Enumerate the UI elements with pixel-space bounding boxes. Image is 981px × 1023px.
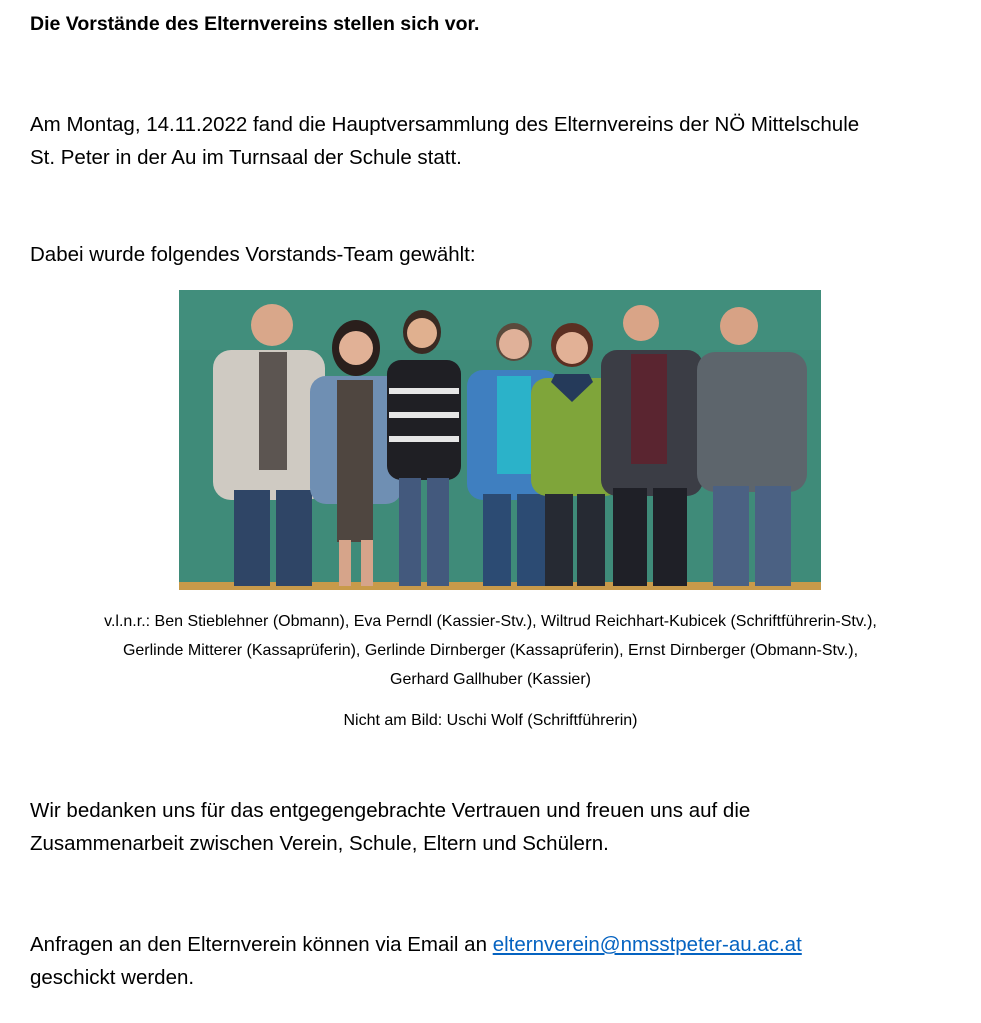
thanks-paragraph: [30, 794, 970, 860]
email-link[interactable]: elternverein@nmsstpeter-au.ac.at: [492, 933, 802, 956]
caption-line-2: Gerlinde Mitterer (Kassaprüferin), Gerlinde Dirnberger (Kassaprüferin), Ernst Dirnberger (Obmann-Stv.),: [122, 642, 859, 659]
not-pictured-note: Nicht am Bild: Uschi Wolf (Schriftführerin): [343, 712, 638, 729]
team-elected-paragraph: Dabei wurde folgendes Vorstands-Team gewählt:: [30, 243, 476, 266]
thanks-line-1: Wir bedanken uns für das entgegengebrachte Vertrauen und freuen uns auf die: [30, 799, 751, 822]
contact-paragraph: [30, 928, 970, 994]
thanks-line-2: Zusammenarbeit zwischen Verein, Schule, Eltern und Schülern.: [30, 832, 609, 855]
group-photo: [179, 290, 821, 590]
document-heading: Die Vorstände des Elternvereins stellen sich vor.: [30, 13, 480, 35]
contact-line-2: geschickt werden.: [30, 966, 195, 989]
photo-caption: [0, 607, 981, 694]
group-photo-illustration: [179, 290, 821, 590]
intro-paragraph: [30, 108, 970, 174]
intro-line-2: St. Peter in der Au im Turnsaal der Schule statt.: [30, 146, 462, 169]
contact-line-1: [30, 928, 970, 961]
intro-line-1: Am Montag, 14.11.2022 fand die Hauptversammlung des Elternvereins der NÖ Mittelschule: [30, 113, 860, 136]
caption-line-3: Gerhard Gallhuber (Kassier): [390, 671, 591, 688]
contact-prefix: Anfragen an den Elternverein können via Email an: [30, 933, 493, 956]
caption-line-1: v.l.n.r.: Ben Stieblehner (Obmann), Eva Perndl (Kassier-Stv.), Wiltrud Reichhart-Kubicek (Schriftführerin-Stv.),: [104, 613, 877, 630]
